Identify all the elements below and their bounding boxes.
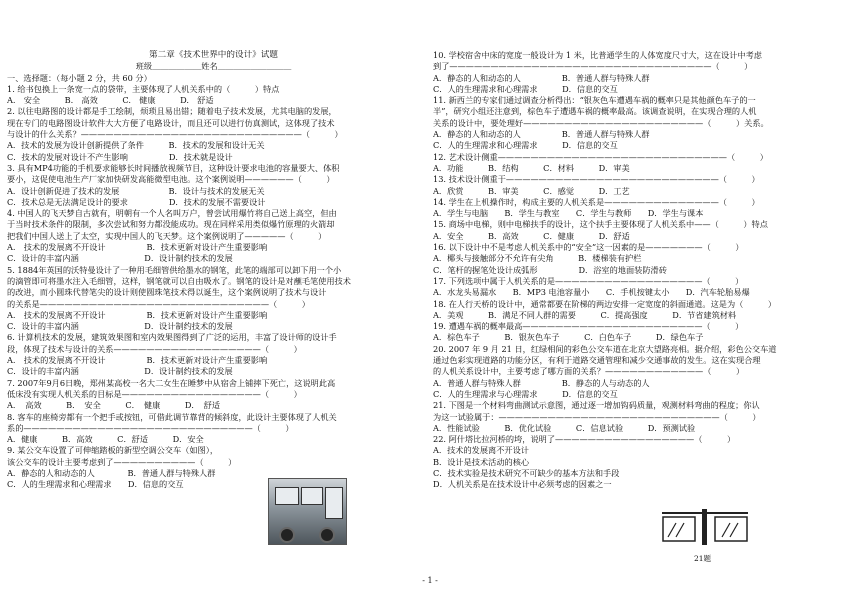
question-3-options: C．技术总是无法满足设计的要求 D．技术的发展不需要设计 <box>7 196 266 207</box>
question-21-text: 为这一试验属于：———————————————————————————（ ） <box>433 411 761 422</box>
question-1-options: A. 安全 B. 高效 C. 健康 D. 舒适 <box>7 95 214 106</box>
question-17: 17. 下列选项中属于人机关系的是——————————————————（ ） <box>433 275 744 286</box>
question-22: 22. 阿什塔比拉河桥的垮，说明了—————————————————（ ） <box>433 434 736 445</box>
question-2-options: A．技术的发展为设计创新提供了条件 B．技术的发展和设计无关 <box>7 140 265 151</box>
question-22-option-b: B．设计是技术活动的核心 <box>433 456 530 467</box>
question-6-text: 段，体现了技术与设计的关系——————————————————（ ） <box>7 343 302 354</box>
bending-test-diagram <box>662 507 748 547</box>
question-19-options: A．棕色车子 B．银灰色车子 C．白色车子 D．绿色车子 <box>433 332 704 343</box>
question-22-option-c: C．技术实验是技术研究不可缺少的基本方法和手段 <box>433 467 620 478</box>
question-15: 15. 商场中电梯，则中电梯扶手的设计，这个扶手主要体现了人机关系中——（ ）特点 <box>433 219 768 230</box>
question-4-options: C．设计的丰富内涵 D．设计制约技术的发展 <box>7 253 233 264</box>
question-6: 6. 计算机技术的发展，建筑效果图和室内效果图得到了广泛的运用，丰富了设计师的设计手 <box>7 332 337 343</box>
question-3-options: A．设计创新促进了技术的发展 B．设计与技术的发展无关 <box>7 185 265 196</box>
question-13: 13. 技术设计侧重于——————————————————————————（ ） <box>433 174 760 185</box>
question-18-options: A．美观 B．满足不同人群的需要 C．提高强度 D．节省建筑材料 <box>433 309 737 320</box>
section-heading: 一、选择题：（每小题 2 分，共 60 分） <box>7 72 152 83</box>
question-10-text: 到了————————————————————————————————（ ） <box>433 61 753 72</box>
question-11: 11. 新西兰的专家们通过调查分析得出：“银灰色车遭遇车祸的概率只是其他颜色车子的一 <box>433 95 756 106</box>
question-3: 3. 具有MP4功能的手机要求能够长时间播放视频节目，这种设计要求电池的容量要大、体积 <box>7 162 340 173</box>
question-16-options: C．笔杆的握笔处设计成弧形 D．浴室的地面装防滑砖 <box>433 264 667 275</box>
question-11-text: 半”，研究小组还注意到，棕色车子遭遇车祸的概率最高。该调查说明，在实现合理的人机 <box>433 106 757 117</box>
exam-title: 第二章《技术世界中的设计》试题 <box>149 50 278 60</box>
class-name-line: 班级＿＿＿＿＿＿姓名＿＿＿＿＿＿＿＿＿ <box>135 61 292 72</box>
question-22-option-d: D．人机关系是在技术设计中必须考虑的因素之一 <box>433 479 612 490</box>
figure-caption: 21题 <box>694 554 712 563</box>
question-14-options: A．学生与电脑 B．学生与教室 C．学生与教师 D．学生与课本 <box>433 208 704 219</box>
question-8-options: A．健康 B．高效 C．舒适 D．安全 <box>7 434 204 445</box>
question-22-option-a: A．技术的发展离不开设计 <box>433 445 529 456</box>
question-4-text: 于当时技术条件的限制，多次尝试和努力都没能成功。现在同样采用类似爆竹原理的火箭却 <box>7 219 335 230</box>
question-8-text: 系的————————————————————————————（ ） <box>7 422 294 433</box>
question-17-options: A．水龙头易漏水 B．MP3 电池容量小 C．手机按键太小 D．汽车轮胎易爆 <box>433 287 750 298</box>
left-column <box>7 50 420 491</box>
question-20: 20. 2007 年 9 月 21 日，红绿相间的彩色公交车道在北京大望路亮相。据介绍，彩色公交车道 <box>433 343 777 354</box>
question-6-options: A. 技术的发展离不开设计 B．技术更新对设计产生重要影响 <box>7 355 268 366</box>
question-5-text: 的滴管即可将墨水注入毛细管，这样，钢笔就可以自由吸水了。钢笔的设计是对蘸毛笔使用技术 <box>7 275 351 286</box>
question-7-options: A． 高效 B． 安全 C． 健康 D． 舒适 <box>7 400 221 411</box>
question-4-text: 把我们中国人送上了太空，实现中国人的飞天梦。这个案例说明了—————（ ） <box>7 230 327 241</box>
question-9-text: 该公交车的设计主要考虑到了——————————（ ） <box>7 456 237 467</box>
question-15-options: A．安全 B．高效 C．健康 D．舒适 <box>433 230 630 241</box>
question-18: 18. 在人行天桥的设计中，通常都要在阶梯的两边安排一定宽度的斜面通道。这是为（ ） <box>433 298 777 309</box>
question-9: 9. 某公交车设置了可伸缩踏板的新型空调公交车（如图）， <box>7 445 219 456</box>
question-3-text: 要小，这促使电池生产厂家加快研发高能微型电池。这个案例说明——————（ ） <box>7 174 335 185</box>
bus-photo <box>268 478 347 545</box>
question-19: 19. 遭遇车祸的概率最高——————————————————————（ ） <box>433 321 744 332</box>
question-21: 21. 下图是一个材料弯曲测试示意图，通过逐一增加钩码质量，观测材料弯曲的程度；你认 <box>433 400 760 411</box>
question-12: 12. 艺术设计侧重————————————————————————————（ ） <box>433 151 768 162</box>
question-16: 16. 以下设计中不是考虑人机关系中的“安全”这一因素的是———————（ ） <box>433 242 744 253</box>
question-5-options: C．设计的丰富内涵 D．设计制约技术的发展 <box>7 321 233 332</box>
question-1: 1. 给书包换上一条宽一点的袋带，主要体现了人机关系中的（ ）特点 <box>7 83 280 94</box>
question-20-text: 的人机关系设计中，主要考虑了哪方面的关系？————————————（ ） <box>433 366 745 377</box>
question-13-options: A．欣赏 B．审美 C．感觉 D．工艺 <box>433 185 630 196</box>
question-9-options: C．人的生理需求和心理需求 D．信息的交互 <box>7 479 184 490</box>
question-8: 8. 客车的座椅旁都有一个把手或按钮，可借此调节靠背的倾斜度，此设计主要体现了人机关 <box>7 411 337 422</box>
question-11-options: A．静态的人和动态的人 B．普通人群与特殊人群 <box>433 129 650 140</box>
question-10-options: C．人的生理需求和心理需求 D．信息的交互 <box>433 83 618 94</box>
question-4-options: A. 技术的发展离不开设计 B．技术更新对设计产生重要影响 <box>7 242 268 253</box>
question-16-options: A．椰头与接触部分不允许有尖角 B．楼梯装有护栏 <box>433 253 642 264</box>
question-7-text: 低床没有实现人机关系的目标是—————————————————（ ） <box>7 388 302 399</box>
bending-test-figure <box>662 507 748 547</box>
question-5-options: A. 技术的发展离不开设计 B．技术更新对设计产生重要影响 <box>7 309 268 320</box>
question-7: 7. 2007年9月6日晚，郑州某高校一名大二女生在睡梦中从宿舍上铺摔下死亡，这说明此高 <box>7 377 336 388</box>
page-number: - 1 - <box>422 576 438 585</box>
question-2-text: 现在专门的电路图设计软件大大方便了电路设计，而且还可以进行仿真测试，这体现了技术 <box>7 117 335 128</box>
question-12-options: A．功能 B．结构 C．材料 D．审美 <box>433 162 630 173</box>
question-20-text: 通过色彩实现道路的功能分区，有利于道路交通管理和减少交通事故的发生。这在实现合理 <box>433 355 761 366</box>
question-2-text: 与设计的什么关系？———————————————————————————（ ） <box>7 129 343 140</box>
question-10-options: A．静态的人和动态的人 B．普通人群与特殊人群 <box>433 72 650 83</box>
question-11-options: C．人的生理需求和心理需求 D．信息的交互 <box>433 140 618 151</box>
question-4: 4. 中国人的飞天梦自古就有，明朝有一个人名叫万户，曾尝试用爆竹将自己送上高空，但由 <box>7 208 337 219</box>
question-14: 14. 学生在上机操作时，构成主要的人机关系是——————————————（ ） <box>433 196 760 207</box>
right-column <box>433 50 846 491</box>
question-11-text: 关系的设计中，要处理好——————————————————————（ ）关系。 <box>433 117 769 128</box>
question-6-options: C．设计的丰富内涵 D．设计制约技术的发展 <box>7 366 233 377</box>
question-2: 2. 以往电路图的设计都是手工绘制，烦琐且易出错；随着电子技术发展，尤其电脑的发展， <box>7 106 337 117</box>
question-20-options: C．人的生理需求与心理需求 D．信息的交互 <box>433 388 618 399</box>
question-5-text: 的改进，而小圆珠代替笔尖的设计则使圆珠笔技术得以诞生，这个案例说明了技术与设计 <box>7 287 327 298</box>
question-5: 5. 1884年英国的沃特曼设计了一种用毛细管供给墨水的钢笔，此笔的端部可以卸下用一个小 <box>7 264 342 275</box>
question-9-options: A．静态的人和动态的人 B．普通人群与特殊人群 <box>7 467 216 478</box>
question-5-text: 的关系是————————————————————————————（ ） <box>7 298 310 309</box>
question-10: 10. 学校宿舍中床的宽度一般设计为 1 米，比普通学生的人体宽度尺寸大，这在设计中考虑 <box>433 50 762 60</box>
question-20-options: A．普通人群与特殊人群 B．静态的人与动态的人 <box>433 377 650 388</box>
question-2-options: C．技术的发展对设计不产生影响 D．技术就是设计 <box>7 151 233 162</box>
question-21-options: A．性能试验 B．优化试验 C．信息试验 D．预测试验 <box>433 422 696 433</box>
